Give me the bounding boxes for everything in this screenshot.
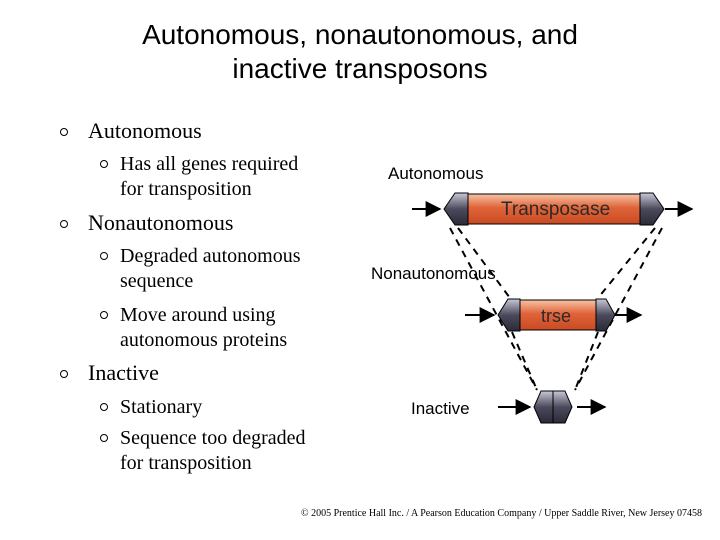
bullet-inactive: Inactive — [88, 360, 159, 385]
label-autonomous: Autonomous — [388, 164, 484, 183]
sub-bullet-too-degraded: Sequence too degraded for transposition — [120, 427, 306, 474]
label-transposase: Transposase — [501, 199, 611, 220]
sub-bullet-move-around: Move around using autonomous proteins — [120, 304, 288, 351]
label-trse: trse — [541, 306, 572, 326]
title-line-1: Autonomous, nonautonomous, and — [142, 19, 578, 50]
inactive-element — [498, 391, 605, 423]
bullet-autonomous: Autonomous — [88, 118, 202, 143]
title-line-2: inactive transposons — [232, 53, 488, 84]
label-inactive: Inactive — [411, 399, 470, 418]
sub-bullet-stationary: Stationary — [120, 396, 203, 418]
bullet-nonautonomous: Nonautonomous — [88, 210, 234, 235]
label-nonautonomous: Nonautonomous — [371, 264, 496, 283]
sub-bullet-has-all-genes: Has all genes required for transposition — [120, 153, 299, 200]
copyright-notice: © 2005 Prentice Hall Inc. / A Pearson Education Company / Upper Saddle River, New Jersey 07458 — [300, 508, 702, 519]
sub-bullet-degraded-sequence: Degraded autonomous sequence — [120, 245, 301, 292]
